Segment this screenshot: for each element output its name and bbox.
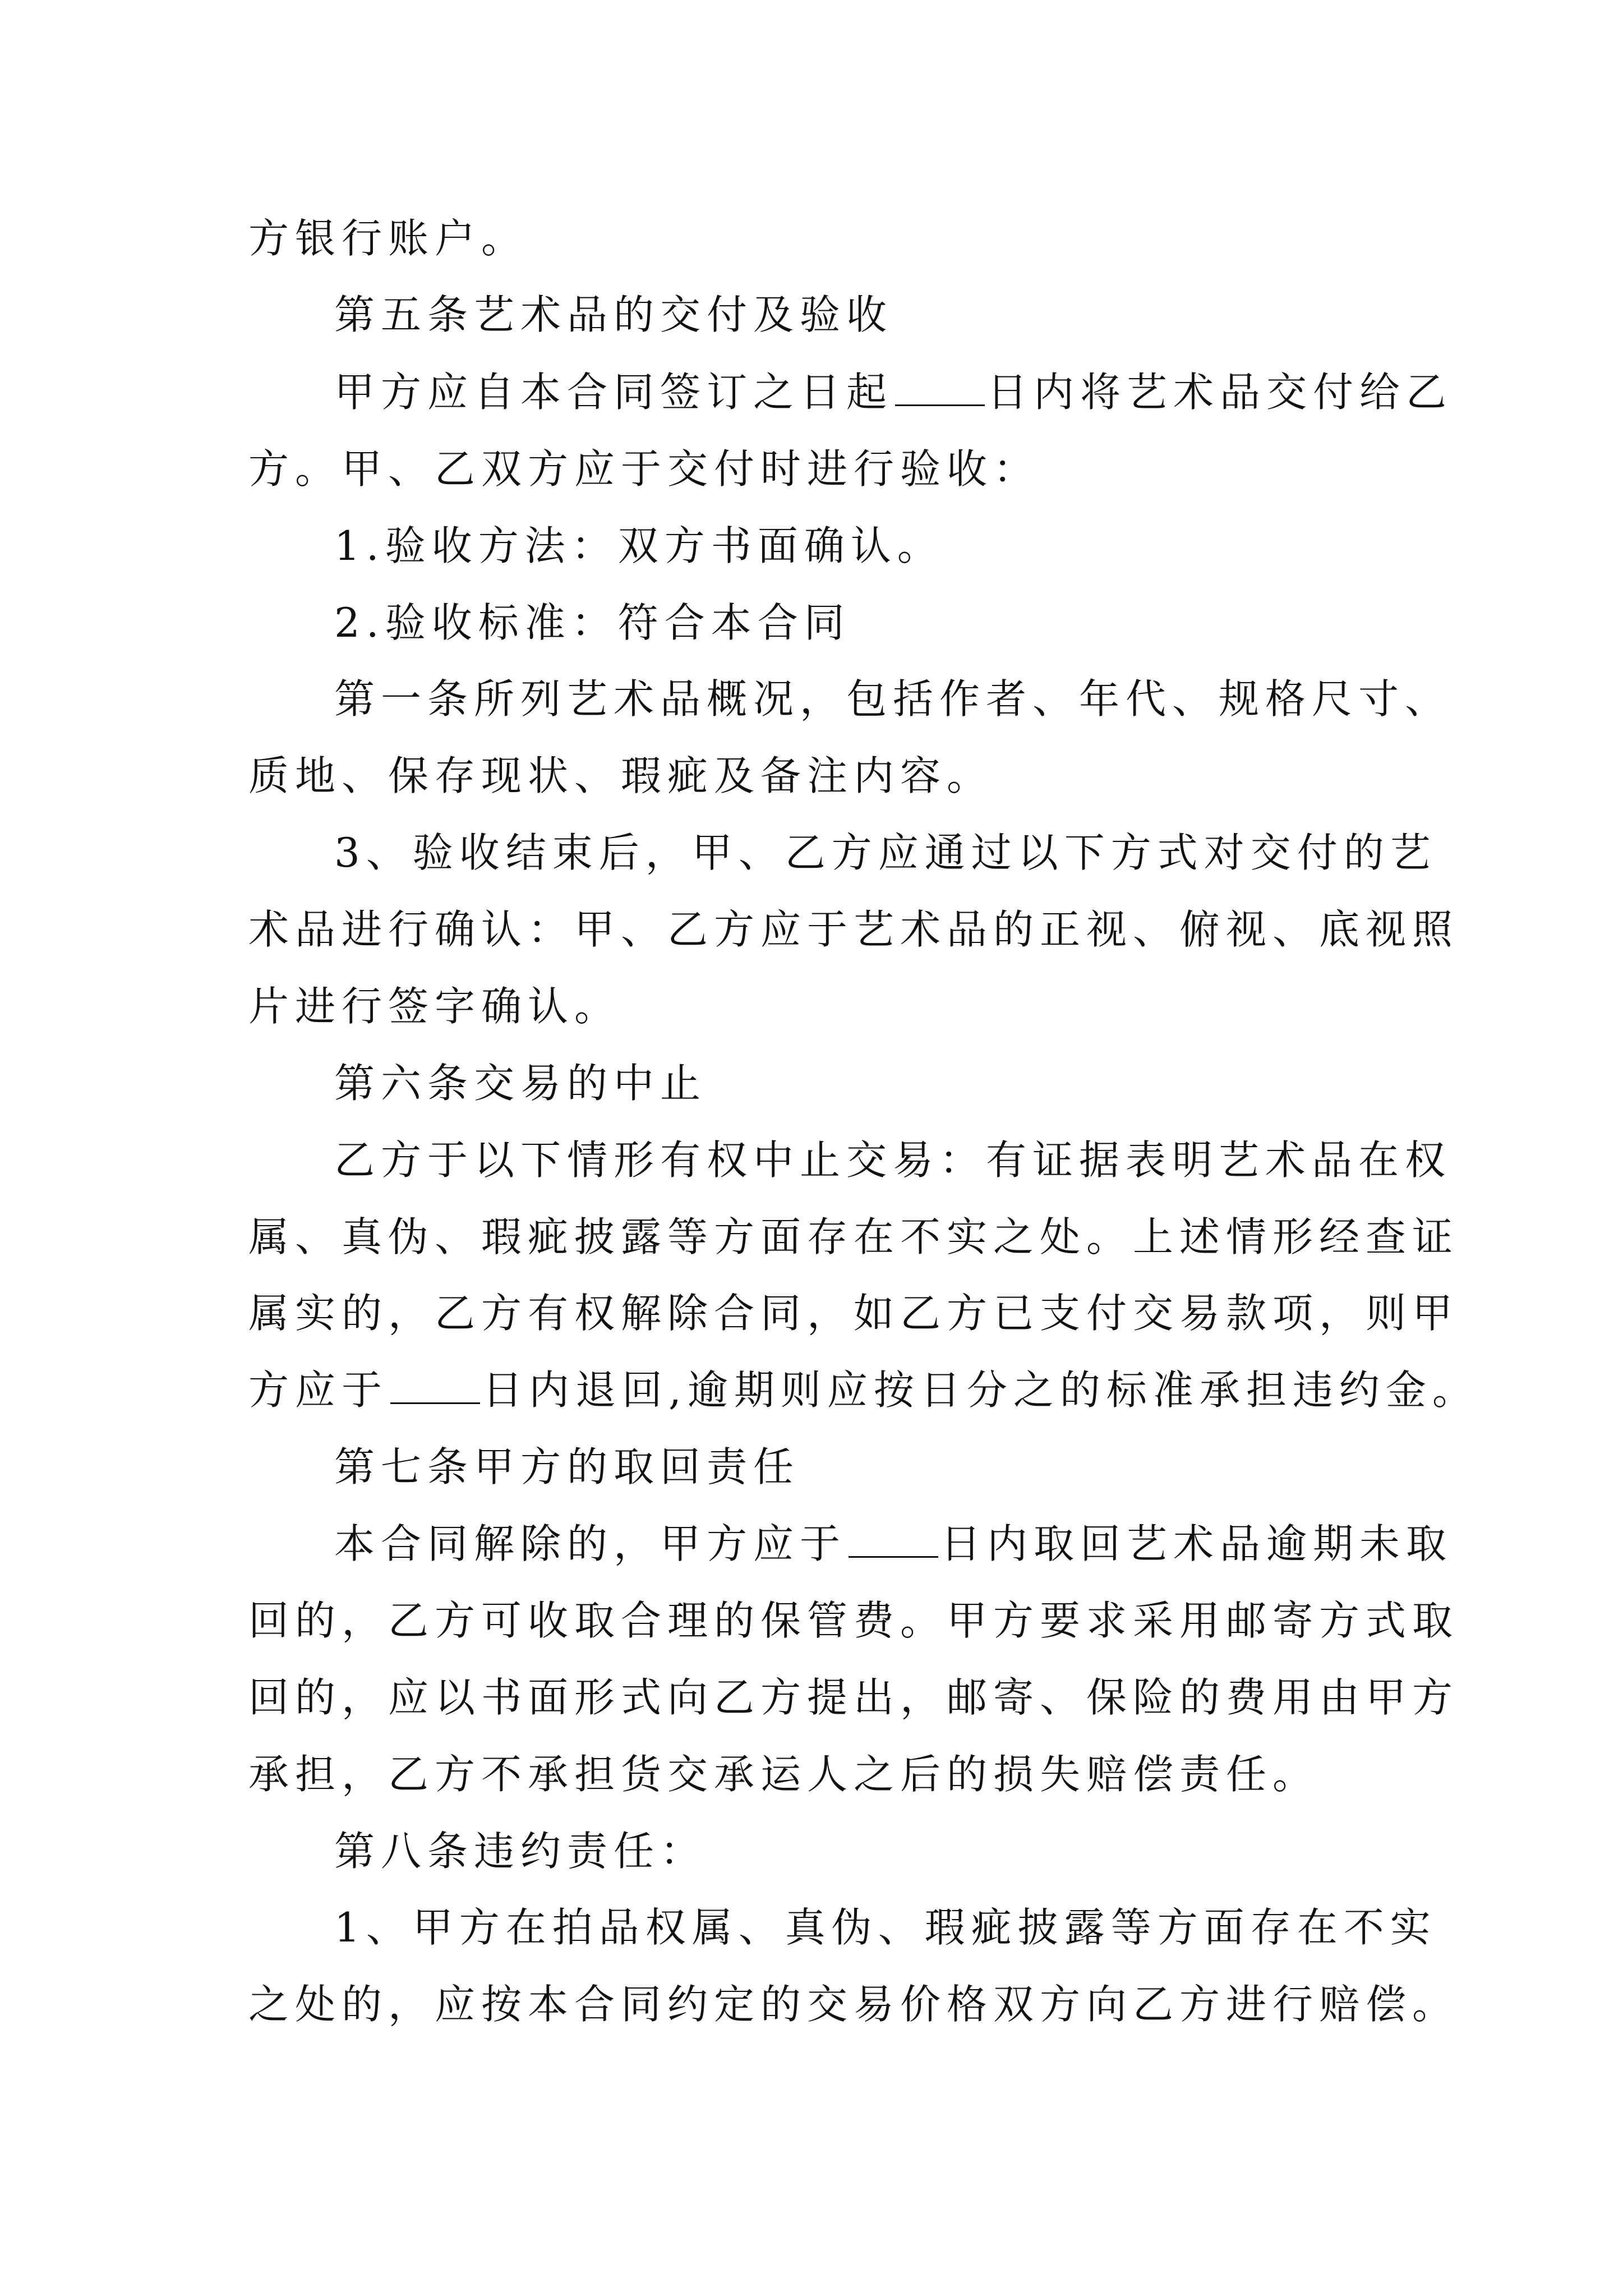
text-line: 之处的，应按本合同约定的交易价格双方向乙方进行赔偿。 [248,1981,1459,2028]
text-line: 方银行账户。 [248,215,528,262]
fill-in-blank [849,1517,938,1558]
section-heading: 第五条艺术品的交付及验收 [334,291,893,338]
text-line: 属实的，乙方有权解除合同，如乙方已支付交易款项，则甲 [248,1290,1459,1337]
text-segment: 本合同解除的，甲方应于 [334,1520,847,1567]
text-segment: 日内退回,逾期则应按日分之的标准承担违约金。 [482,1366,1479,1414]
text-line: 回的，应以书面形式向乙方提出，邮寄、保险的费用由甲方 [248,1674,1459,1721]
text-line: 3、验收结束后，甲、乙方应通过以下方式对交付的艺 [334,829,1437,876]
text-line: 乙方于以下情形有权中止交易：有证据表明艺术品在权 [334,1137,1452,1184]
text-segment: 方应于 [248,1366,389,1414]
text-line: 属、真伪、瑕疵披露等方面存在不实之处。上述情形经查证 [248,1213,1459,1260]
text-line [334,364,1453,420]
text-line: 第一条所列艺术品概况，包括作者、年代、规格尺寸、 [334,675,1452,723]
section-heading: 第七条甲方的取回责任 [334,1443,800,1490]
section-heading: 第八条违约责任： [334,1828,707,1875]
text-line: 术品进行确认：甲、乙方应于艺术品的正视、俯视、底视照 [248,906,1459,953]
text-line: 2.验收标准：符合本合同 [334,599,851,646]
text-segment: 日内将艺术品交付给乙 [987,369,1453,416]
text-line: 承担，乙方不承担货交承运人之后的损失赔偿责任。 [248,1751,1320,1798]
text-line: 片进行签字确认。 [248,983,621,1030]
text-line: 回的，乙方可收取合理的保管费。甲方要求采用邮寄方式取 [248,1597,1459,1644]
text-line: 方。甲、乙双方应于交付时进行验收： [248,445,1040,493]
fill-in-blank [390,1363,480,1404]
text-segment: 甲方应自本合同签订之日起 [334,369,893,416]
text-line: 1.验收方法：双方书面确认。 [334,522,944,569]
fill-in-blank [895,365,985,406]
text-segment: 日内取回艺术品逾期未取 [940,1520,1453,1567]
text-line [334,1516,1453,1572]
text-line: 质地、保存现状、瑕疵及备注内容。 [248,752,994,799]
text-line: 1、甲方在拍品权属、真伪、瑕疵披露等方面存在不实 [334,1904,1437,1951]
text-line [248,1362,1479,1418]
section-heading: 第六条交易的中止 [334,1060,707,1107]
